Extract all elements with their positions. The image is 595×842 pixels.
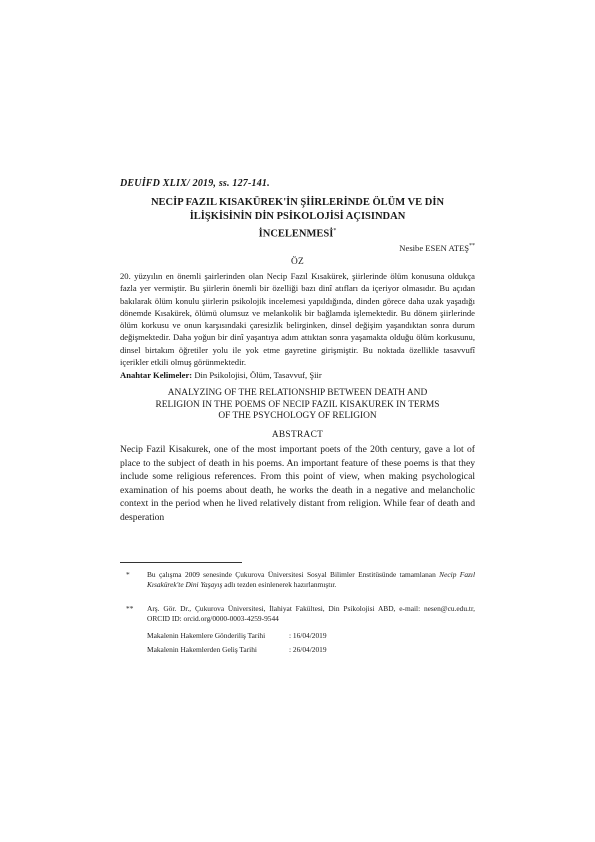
footnote-text: Arş. Gör. Dr., Çukurova Üniversitesi, İlahiyat Fakültesi, Din Psikolojisi ABD, e-mail: nesen@cu.edu.tr, ORCID ID: orcid.org/0000-0003-4259-9544 [147,604,475,624]
footnote-2 [120,604,475,625]
title-line: İLİŞKİSİNİN DİN PSİKOLOJİSİ AÇISINDAN [189,211,406,222]
return-date-row [147,645,327,654]
footnote-mark: * [126,570,130,579]
keywords-turkish [120,370,475,380]
submission-date-row [147,631,327,640]
abstract-text: 20. yüzyılın en önemli şairlerinden olan Necip Fazıl Kısakürek, şiirlerinde ölüm konusuna oldukça fazla yer vermiştir. Bu şiirlerin önemli bir özelliği bazı dinî atıfları da içeriyor olmasıdır. Bu açıdan bakılarak ölüm konulu şiirlerin psikolojik incelemesi yapıldığında, dinden görece daha uzak yaşadığı dönemde Kısakürek, ölümü olumsuz ve melankolik bir bağlamda işlemektedir. Bu dönem şiirlerinde ölüm korkusu ve onun karşısındaki çaresizlik belirginken, dinsel değişim yaşandıktan sonra durum değişmektedir. Daha yoğun bir dinî yaşantıya adım attıktan sonra yaşamakta olduğu ölüm korkusunu, dinsel birtakım öğretiler yolu ile yok etme gayretine girişmiştir. Bu noktada özellikle tasavvufî içerikler etkili olmuş görünmektedir. [120,271,475,368]
date-value: : 16/04/2019 [289,631,327,640]
title-line [120,224,475,242]
title-line-text: İNCELENMESİ [258,228,334,240]
title-line: OF THE PSYCHOLOGY OF RELIGION [218,411,377,422]
abstract-turkish [120,270,475,368]
date-label: Makalenin Hakemlere Gönderiliş Tarihi [147,631,266,640]
date-label: Makalenin Hakemlerden Geliş Tarihi [147,645,257,654]
author-line [399,243,475,253]
journal-reference: DEUİFD XLIX/ 2019, ss. 127-141. [120,178,270,189]
footnote-text-part: adlı tezden esinlenerek hazırlanmıştır. [222,580,337,590]
abstract-text: Necip Fazil Kisakurek, one of the most important poets of the 20th century, gave a lot of place to the subject of death in his poems. An important feature of these poems is that they include some religious references. From this point of view, when making psychological examination of his poems about death, he works the death in a negative and melancholic context in the period when he lived relatively distant from religion. While fear of death and desperation [120,444,475,523]
date-value: : 26/04/2019 [289,645,327,654]
keywords-value: Din Psikolojisi, Ölüm, Tasavvuf, Şiir [194,370,322,380]
footnote-text [147,570,475,591]
title-line: NECİP FAZIL KISAKÜREK'İN ŞİİRLERİNDE ÖLÜM VE DİN [150,197,445,208]
title-line: RELIGION IN THE POEMS OF NECIP FAZIL KISAKUREK IN TERMS [155,399,440,410]
footnote-divider [120,562,242,563]
footnote-marker: ** [469,243,475,250]
thesis-title: Necip Fazıl Kısakürek'te Dini Yaşayış [147,570,475,590]
footnote-text-part: Bu çalışma 2009 senesinde Çukurova Üniversitesi Sosyal Bilimler Enstitüsünde tamamlanan [147,570,440,579]
footnote-marker: * [333,228,337,234]
abstract-english [120,443,475,524]
abstract-heading-turkish: ÖZ [290,257,305,267]
keywords-label: Anahtar Kelimeler: [120,370,193,380]
abstract-heading-english: ABSTRACT [271,430,324,440]
title-line: ANALYZING OF THE RELATIONSHIP BETWEEN DEATH AND [167,388,428,398]
article-title-english [120,388,475,423]
author-name: Nesibe ESEN ATEŞ [399,243,469,253]
article-title-turkish [120,196,475,242]
footnote-1 [120,570,475,591]
footnote-mark: ** [126,604,134,613]
